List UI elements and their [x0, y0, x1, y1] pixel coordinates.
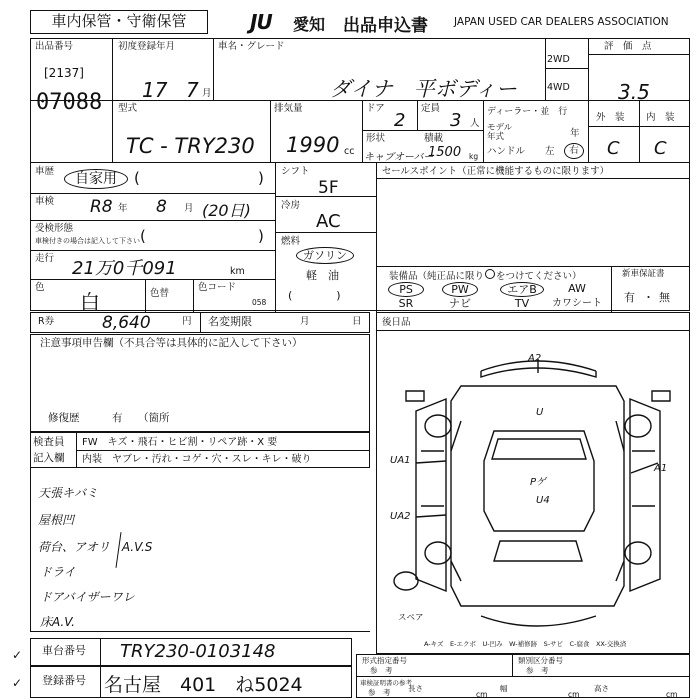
equipment-line — [376, 266, 690, 267]
receive-sub: 車検付きの場合は記入して下さい — [35, 237, 140, 245]
row-history-line — [30, 193, 275, 194]
grade-label: 評 価 点 — [604, 41, 652, 52]
shift-label: シフト — [281, 166, 310, 177]
ref-cm-2: cm — [568, 690, 580, 699]
equipment-label-b: をつけてください） — [496, 271, 582, 282]
ref-div — [512, 654, 513, 676]
notes-area-bottom — [30, 631, 370, 632]
warranty-yes: 有 — [624, 291, 635, 304]
ref-length: 長さ — [408, 684, 423, 693]
diagram-rear-bumper — [481, 616, 596, 626]
storage-label-box — [30, 10, 208, 34]
diagram-mirror-left — [406, 391, 424, 401]
repair-place: （箇所 — [138, 412, 170, 424]
model-label: 型式 — [118, 103, 138, 114]
recycle-yen: 円 — [182, 316, 192, 327]
notes-label: 注意事項申告欄（不具合等は具体的に記入して下さい） — [40, 337, 303, 349]
row-receive-line — [30, 250, 275, 251]
rear-seat-label: 後日品 — [382, 317, 411, 328]
repair-value: 有 — [112, 412, 123, 424]
dealer-label: ディーラー・並 行 — [487, 107, 568, 117]
inspector-row-1: FW キズ・飛石・ヒビ割・リペア跡・X 要 — [82, 437, 278, 448]
damage-legend: A-キズ E-エクボ U-凹み W-補修跡 S-サビ C-腐食 XX-交換済 — [424, 640, 627, 648]
grade-divider — [588, 54, 690, 55]
equip-seat: カワシート — [552, 298, 602, 309]
door-value: 2 — [394, 110, 406, 131]
logo-org: 愛知 — [293, 15, 326, 34]
hand-note-2: 屋根凹 — [38, 513, 75, 527]
row2-div2 — [362, 101, 363, 163]
ref-width: 幅 — [500, 684, 508, 693]
ref-type-label: 形式指定番号 — [362, 656, 407, 665]
capacity-value: 3 — [450, 110, 462, 131]
year-unit: 年 — [570, 128, 580, 139]
drive-4wd: 4WD — [547, 82, 570, 93]
month-unit: 月 — [202, 88, 212, 99]
fuel-label: 燃料 — [281, 236, 301, 247]
equipment-circle-icon — [485, 269, 495, 279]
recycle-div — [200, 312, 201, 333]
history-label: 車歴 — [35, 166, 55, 177]
equip-navi: ナビ — [449, 297, 471, 310]
ref-class-label: 類別区分番号 — [518, 656, 563, 665]
row2-div3 — [417, 101, 418, 131]
inspection-month-unit: 月 — [184, 203, 194, 214]
row2-div4 — [483, 101, 484, 163]
diagram-bed-right — [616, 421, 624, 581]
name-change-day: 日 — [352, 316, 362, 327]
mileage-unit: km — [230, 266, 245, 277]
inspection-era: R8 — [90, 197, 113, 217]
diagram-mark-a2: A2 — [528, 353, 542, 364]
mileage-value: 21万0千091 — [72, 258, 177, 279]
hand-note-3: 荷台、アオリ A.V.S — [38, 540, 153, 554]
ac-value: AC — [316, 211, 341, 232]
grade-value: 3.5 — [618, 80, 650, 104]
fuel-gas-circled: ガソリン — [296, 247, 354, 264]
cc-unit: cc — [344, 146, 355, 157]
warranty-label: 新車保証書 — [622, 269, 665, 279]
warranty-div — [611, 266, 612, 312]
form-title: 出品申込書 — [343, 16, 428, 36]
hand-note-5: ドアバイザーワレ — [40, 590, 135, 604]
handle-label: ハンドル — [487, 146, 526, 157]
diagram-windshield — [492, 439, 586, 459]
recycle-label: R券 — [38, 316, 55, 327]
sales-point-label: セールスポイント（正常に機能するものに限ります） — [382, 166, 610, 177]
person-unit: 人 — [470, 118, 480, 129]
color-code-label: 色コード — [198, 282, 237, 293]
inspector-label-1: 検査員 — [33, 436, 65, 448]
receive-paren-open: ( — [140, 227, 146, 245]
displacement-label: 排気量 — [274, 103, 303, 114]
reg-month: 7 — [186, 78, 199, 102]
inspection-year-unit: 年 — [118, 203, 128, 214]
inspection-label: 車検 — [35, 196, 55, 207]
diagram-mark-ua2: UA2 — [390, 511, 411, 522]
capacity-label: 定員 — [421, 103, 441, 114]
row2-bottom-line — [30, 162, 690, 163]
association-name: JAPAN USED CAR DEALERS ASSOCIATION — [454, 16, 669, 28]
ref-ref-label-3: 参 考 — [368, 688, 391, 697]
name-label: 車名・グレード — [218, 41, 285, 52]
hand-note-6: 床A.V. — [40, 615, 75, 629]
equip-ps: PS — [388, 282, 424, 297]
name-change-month: 月 — [300, 316, 310, 327]
lot-number: 07088 — [36, 90, 103, 115]
shift-value: 5F — [318, 178, 339, 198]
diagram-marker-ua2 — [416, 515, 446, 517]
ref-mid-line — [356, 676, 690, 677]
diagram-spare-wheel — [394, 572, 418, 590]
registration-value: 名古屋 401 ね5024 — [104, 674, 303, 696]
logo-mark: JU — [250, 10, 272, 34]
ju-logo — [250, 11, 294, 33]
color-value: 白 — [80, 290, 100, 314]
ref-height: 高さ — [594, 684, 609, 693]
inspection-month: 8 — [156, 197, 167, 217]
drive-2wd: 2WD — [547, 54, 570, 65]
diagram-mark-u4: U4 — [536, 495, 550, 506]
model-value: TC - TRY230 — [126, 134, 255, 158]
handle-right-circled: 右 — [564, 143, 584, 159]
diagram-wheel-rl — [425, 542, 451, 564]
color-label: 色 — [35, 282, 45, 293]
chassis-label: 車台番号 — [42, 644, 86, 657]
door-label: ドア — [366, 103, 385, 114]
int-label: 内 装 — [646, 112, 675, 123]
inspector-row-2: 内装 ヤブレ・汚れ・コゲ・穴・スレ・キレ・破り — [82, 454, 312, 465]
recycle-value: 8,640 — [102, 313, 151, 333]
registration-label: 登録番号 — [42, 674, 86, 687]
receive-label: 受検形態 — [35, 223, 74, 234]
load-label: 積載 — [424, 133, 444, 144]
name-change-label: 名変期限 — [208, 315, 252, 328]
hand-note-1: 天張キバミ — [38, 486, 99, 500]
repair-label: 修復歴 — [48, 412, 80, 424]
color-div1 — [145, 279, 146, 312]
mileage-label: 走行 — [35, 253, 55, 264]
load-value: 1500 — [428, 145, 462, 160]
fuel-diesel: 軽 油 — [306, 269, 339, 282]
diagram-left-door — [421, 451, 444, 506]
ref-cm-3: cm — [666, 690, 678, 699]
color-code-value: 058 — [252, 298, 267, 307]
diagram-rear-window — [494, 541, 582, 561]
notes-area-left — [30, 468, 31, 632]
history-value: 自家用 — [64, 169, 128, 189]
diagram-marker-ua1 — [416, 461, 446, 463]
ext-label: 外 装 — [596, 112, 625, 123]
storage-label: 車内保管・守衛保管 — [51, 12, 187, 30]
equip-pw: PW — [442, 282, 478, 297]
warranty-no: 無 — [659, 291, 670, 304]
model-year-label: モデル 年式 — [487, 123, 521, 142]
hand-note-4: ドライ — [40, 565, 76, 579]
left-col-div — [275, 162, 276, 312]
ref-ref-label-1: 参 考 — [370, 666, 393, 675]
ac-label: 冷房 — [281, 200, 301, 211]
handle-left: 左 — [545, 146, 555, 157]
spare-label: スペア — [398, 613, 424, 623]
row2-grade-div — [639, 101, 640, 162]
lot-label: 出品番号 — [35, 41, 74, 52]
check-mark-2: ✓ — [12, 676, 23, 690]
inspection-day: (20日) — [202, 201, 251, 220]
reg-label: 初度登録年月 — [118, 41, 176, 52]
row2-mid-line — [362, 130, 483, 131]
ref-doc-label: 車検証明書の参考 — [360, 679, 412, 687]
diagram-right-door — [632, 451, 655, 506]
diagram-mark-a1: A1 — [654, 463, 668, 474]
kg-unit: kg — [469, 152, 479, 161]
check-mark-1: ✓ — [12, 648, 23, 662]
ac-line — [275, 232, 376, 233]
color-div2 — [193, 279, 194, 312]
row1-div4 — [588, 38, 589, 162]
diagram-wheel-fl — [425, 415, 451, 437]
car-name: ダイナ 平ボディー — [330, 77, 517, 101]
drive-divider — [545, 68, 588, 69]
equipment-grid — [384, 282, 608, 312]
color-change-label: 色替 — [150, 288, 170, 299]
sales-point-underline — [376, 178, 690, 179]
car-diagram — [376, 331, 690, 654]
ref-cm-1: cm — [476, 690, 488, 699]
fuel-paren: ( ) — [288, 289, 341, 302]
row1-div2 — [213, 38, 214, 101]
history-paren-open: ( — [134, 169, 140, 187]
equip-sr: SR — [398, 297, 414, 310]
inspector-mid — [76, 450, 370, 451]
body-value: キャブオーバー — [364, 152, 434, 163]
mid-col-div — [376, 162, 377, 312]
equip-tv: TV — [514, 297, 530, 310]
diagram-mark-ua1: UA1 — [390, 455, 411, 466]
diagram-mark-u: U — [536, 407, 544, 418]
history-paren-close: ) — [258, 169, 264, 187]
equip-airbag: エアB — [500, 282, 544, 297]
equipment-label — [389, 269, 582, 282]
lot-sub: [2137] — [44, 66, 84, 80]
diagram-wheel-fr — [625, 415, 651, 437]
diagram-wheel-rr — [625, 542, 651, 564]
row1-div1 — [112, 38, 113, 163]
int-value: C — [654, 138, 667, 159]
row2-div1 — [270, 101, 271, 163]
diagram-bed-left — [451, 421, 461, 581]
diagram-mark-pge: Pゲ — [530, 477, 547, 488]
row1-div3 — [545, 38, 546, 101]
warranty-dot: ・ — [643, 291, 654, 304]
ref-ref-label-2: 参 考 — [526, 666, 549, 675]
body-label: 形状 — [366, 133, 386, 144]
equip-aw: AW — [568, 282, 586, 295]
receive-paren-close: ) — [258, 227, 264, 245]
displacement-value: 1990 — [286, 133, 340, 157]
equipment-label-a: 装備品（純正品に限り — [389, 271, 485, 282]
reg-year: 17 — [142, 78, 168, 102]
chassis-value: TRY230-0103148 — [120, 641, 276, 662]
diagram-mirror-right — [652, 391, 670, 401]
inspector-label-2: 記入欄 — [33, 452, 65, 464]
ext-value: C — [607, 138, 620, 159]
